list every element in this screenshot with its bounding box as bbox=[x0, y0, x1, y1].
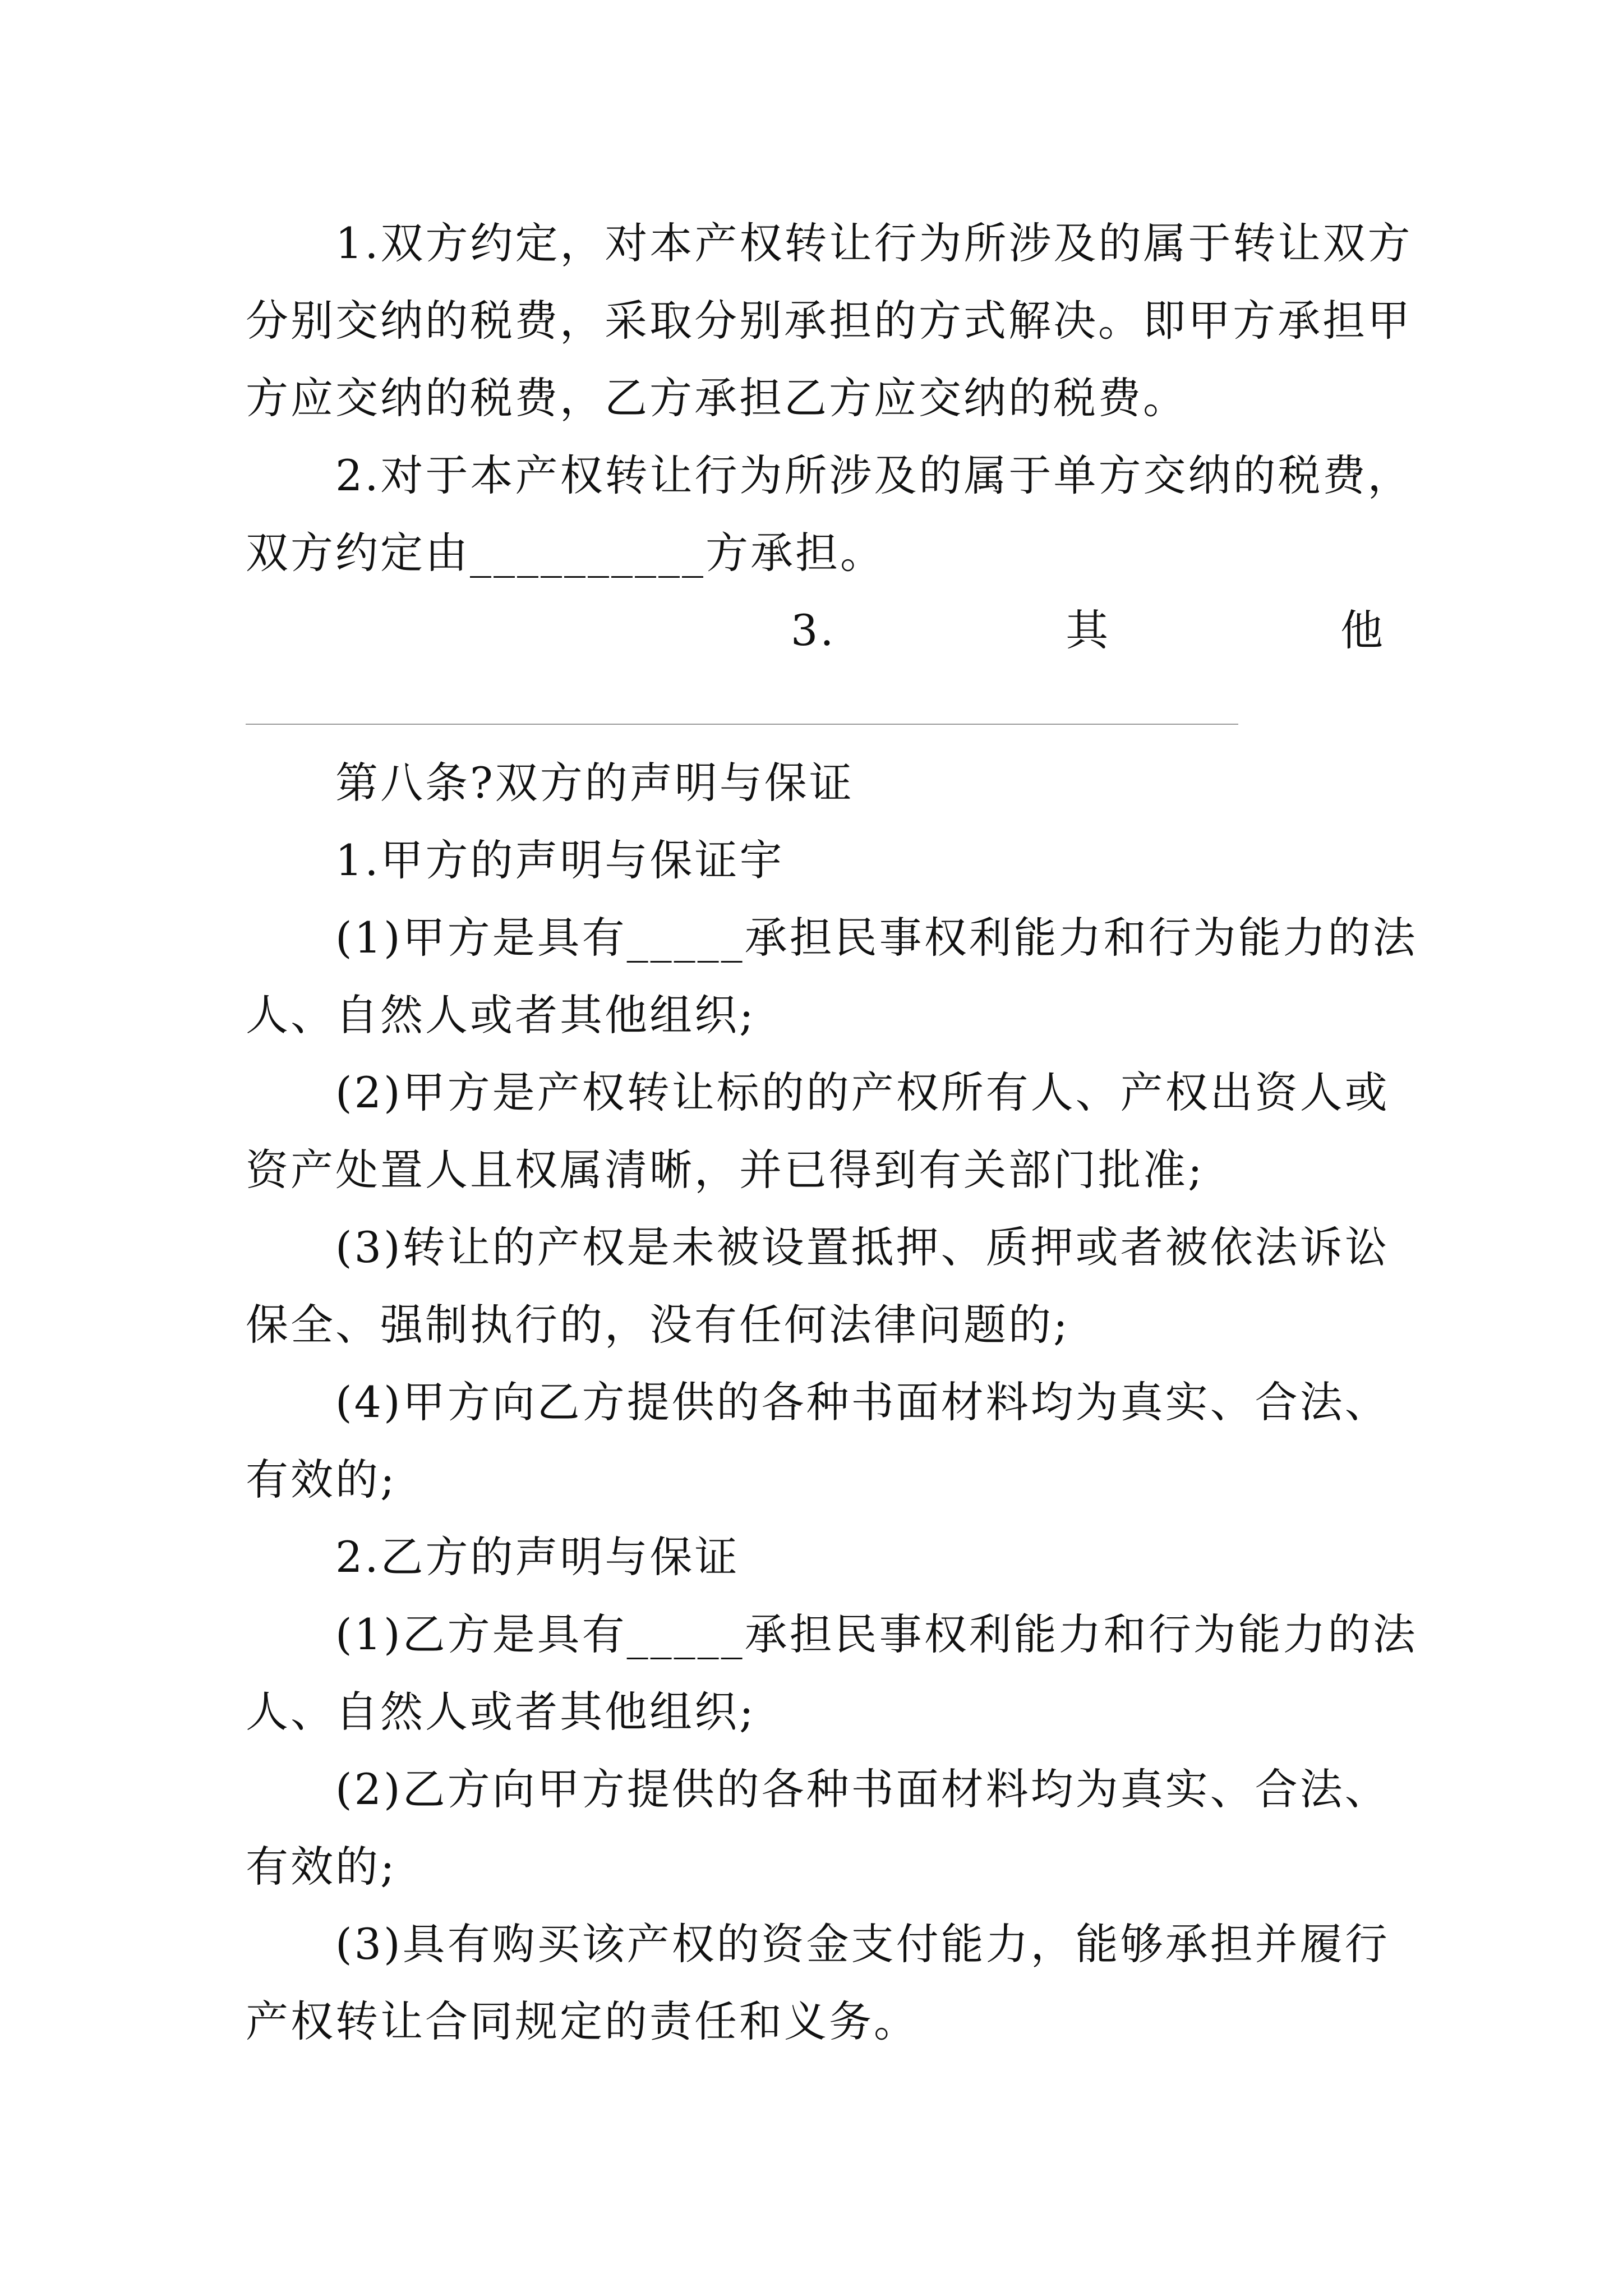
party-a-item-3-line-2: 保全、强制执行的，没有任何法律问题的; bbox=[246, 1300, 1070, 1350]
clause-7-item-2-line-2: 双方约定由__________方承担。 bbox=[246, 528, 885, 578]
party-a-item-1-line-1: (1)甲方是具有_____承担民事权利能力和行为能力的法 bbox=[335, 913, 1418, 963]
party-b-item-2-line-2: 有效的; bbox=[246, 1842, 397, 1892]
clause-8-heading: 第八条?双方的声明与保证 bbox=[335, 758, 854, 808]
fill-in-rule bbox=[246, 724, 1238, 725]
clause-7-item-3-number: 3. bbox=[791, 605, 836, 655]
party-a-item-2-line-2: 资产处置人且权属清晰，并已得到有关部门批准; bbox=[246, 1145, 1205, 1195]
party-a-item-2-line-1: (2)甲方是产权转让标的的产权所有人、产权出资人或 bbox=[335, 1068, 1390, 1117]
clause-7-item-1-line-3: 方应交纳的税费，乙方承担乙方应交纳的税费。 bbox=[246, 373, 1188, 423]
party-b-heading: 2.乙方的声明与保证 bbox=[335, 1532, 740, 1582]
clause-7-item-3-line bbox=[791, 602, 1385, 659]
party-b-item-1-line-1: (1)乙方是具有_____承担民事权利能力和行为能力的法 bbox=[335, 1609, 1418, 1659]
party-a-item-4-line-2: 有效的; bbox=[246, 1455, 397, 1504]
party-b-item-3-line-1: (3)具有购买该产权的资金支付能力，能够承担并履行 bbox=[335, 1919, 1390, 1969]
party-b-item-3-line-2: 产权转让合同规定的责任和义务。 bbox=[246, 1996, 919, 2046]
party-a-heading: 1.甲方的声明与保证宇 bbox=[335, 835, 785, 885]
party-a-item-3-line-1: (3)转让的产权是未被设置抵押、质押或者被依法诉讼 bbox=[335, 1222, 1390, 1272]
party-a-item-1-line-2: 人、自然人或者其他组织; bbox=[246, 990, 756, 1040]
clause-7-item-2-line-1: 2.对于本产权转让行为所涉及的属于单方交纳的税费， bbox=[335, 450, 1413, 500]
party-b-item-1-line-2: 人、自然人或者其他组织; bbox=[246, 1687, 756, 1737]
party-b-item-2-line-1: (2)乙方向甲方提供的各种书面材料均为真实、合法、 bbox=[335, 1764, 1390, 1814]
party-a-item-4-line-1: (4)甲方向乙方提供的各种书面材料均为真实、合法、 bbox=[335, 1377, 1390, 1427]
clause-7-item-1-line-1: 1.双方约定，对本产权转让行为所涉及的属于转让双方 bbox=[335, 218, 1413, 268]
clause-7-item-3-word-2: 他 bbox=[1340, 605, 1385, 655]
clause-7-item-3-word-1: 其 bbox=[1066, 605, 1111, 655]
clause-7-item-1-line-2: 分别交纳的税费，采取分别承担的方式解决。即甲方承担甲 bbox=[246, 296, 1412, 346]
